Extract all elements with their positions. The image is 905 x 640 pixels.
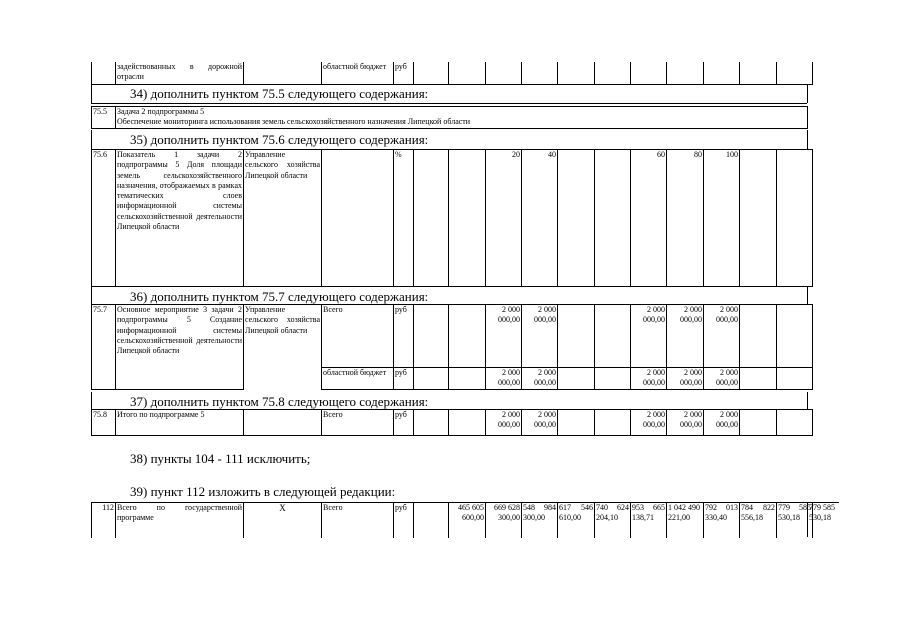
heading-35: 35) дополнить пунктом 75.6 следующего содержания: [130,132,429,147]
cell-value: 20 [486,150,522,287]
cell-value: 2 000 000,00 [522,410,558,436]
cell-number: 75.6 [92,150,116,287]
cell-unit: руб [394,305,414,368]
divider [807,502,839,503]
table-row [92,305,813,368]
left-edge [91,130,92,149]
cell-value: 2 000 000,00 [704,410,740,436]
cell-value: 2 000 000,00 [522,368,558,390]
right-edge [807,287,808,304]
cell-name: Итого по подпрограмме 5 [116,410,244,436]
cell-value: 953 665 138,71 [631,503,667,538]
table-row-112 [91,502,813,538]
heading-38: 38) пункты 104 - 111 исключить; [130,451,311,466]
cell-value: 40 [522,150,558,287]
heading-36: 36) дополнить пунктом 75.7 следующего содержания: [130,289,429,304]
left-edge [91,392,92,409]
heading-39: 39) пункт 112 изложить в следующей редакции: [130,484,396,499]
cell-name: Всего по государственной программе [116,503,244,538]
cell-value: 2 000 000,00 [631,305,667,368]
cell-source: Всего [322,410,394,436]
cell-value: 792 013 330,40 [704,503,740,538]
cell-value-last: 779 585 530,18 [809,503,835,523]
cell-executor: Управление сельского хозяйства Липецкой области [244,305,322,390]
right-edge [807,502,808,537]
cell-number: 112 [92,503,116,538]
cell-source: Всего [322,305,394,368]
cell-name: задействованных в дорожной отрасли [116,62,244,84]
cell-value: 60 [631,150,667,287]
cell-value: 784 822 556,18 [740,503,777,538]
cell-unit: % [394,150,414,287]
table-row [92,107,808,129]
cell-mark: X [244,503,322,538]
table-row [92,62,813,84]
cell-unit: руб [394,503,414,538]
table-row-75-8 [91,409,813,436]
cell-source: Всего [322,503,394,538]
cell-name: Основное мероприятие 3 задачи 2 подпрограммы 5 Создание информационной системы сельскохозяйственной деятельности Липецкой области [116,305,244,390]
cell-value: 100 [704,150,740,287]
cell-value: 2 000 000,00 [704,368,740,390]
cell-value: 2 000 000,00 [631,368,667,390]
cell-value: 2 000 000,00 [667,368,704,390]
cell-value: 779 585 530,18 [777,503,813,538]
heading-34: 34) дополнить пунктом 75.5 следующего содержания: [130,86,429,101]
heading-37: 37) дополнить пунктом 75.8 следующего содержания: [130,394,429,409]
cell-value: 2 000 000,00 [486,368,522,390]
cell-value: 2 000 000,00 [486,410,522,436]
table-row [92,150,813,287]
task-description: Обеспечение мониторинга использования земель сельскохозяйственного назначения Липецкой области [117,117,471,127]
cell-value: 2 000 000,00 [486,305,522,368]
cell-executor: Управление сельского хозяйства Липецкой области [244,150,322,287]
cell-unit: руб [394,368,414,390]
right-edge [807,84,808,103]
cell-value: 2 000 000,00 [522,305,558,368]
left-edge [91,84,92,103]
cell-value: 548 984 300,00 [522,503,558,538]
cell-unit: руб [394,410,414,436]
table-row-75-5 [91,106,808,129]
table-row [92,503,813,538]
table-row-75-6 [91,149,813,287]
table-fragment-top [91,62,813,85]
cell-value: 740 624 204,10 [595,503,631,538]
right-edge [807,130,808,149]
cell-source: областной бюджет [322,368,394,390]
cell-value: 1 042 490 221,00 [667,503,704,538]
cell-number: 75.5 [92,107,116,129]
cell-value: 669 628 300,00 [486,503,522,538]
cell-value: 2 000 000,00 [704,305,740,368]
cell-value: 2 000 000,00 [667,305,704,368]
divider [91,103,807,104]
table-row [92,410,813,436]
cell-unit: руб [394,62,414,84]
cell-number: 75.7 [92,305,116,390]
cell-value: 80 [667,150,704,287]
left-edge [91,287,92,304]
cell-value: 2 000 000,00 [667,410,704,436]
cell-task [116,107,808,129]
cell-name: Показатель 1 задачи 2 подпрограммы 5 Доля площади земель сельскохозяйственного назначения, отображаемых в рамках тематических слоев информационной системы сельскохозяйственной деятельности Липецкой области [116,150,244,287]
cell-value: 617 546 610,00 [558,503,595,538]
table-row-75-7 [91,304,813,390]
cell-number: 75.8 [92,410,116,436]
cell-source: областной бюджет [322,62,394,84]
cell-value: 2 000 000,00 [631,410,667,436]
task-title: Задача 2 подпрограммы 5 [117,107,205,116]
cell-value: 465 605 600,00 [449,503,486,538]
right-edge [807,392,808,409]
